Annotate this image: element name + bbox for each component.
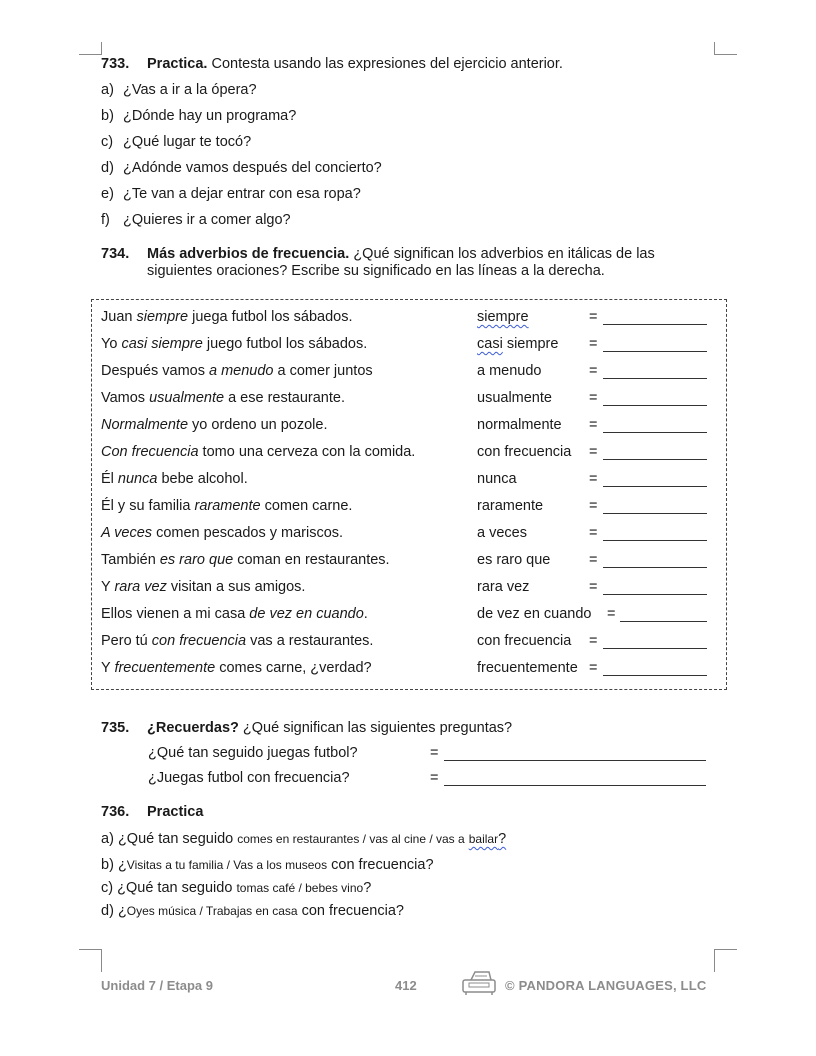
- equals-sign: =: [589, 417, 598, 433]
- typewriter-logo-icon: [461, 968, 497, 996]
- exercise-number: 733.: [101, 56, 130, 72]
- adverb-term: siempre: [477, 309, 529, 325]
- adverb-term: raramente: [477, 498, 544, 514]
- list-item: f) ¿Quieres ir a comer algo?: [101, 212, 291, 228]
- adverb-term: a menudo: [477, 363, 542, 379]
- exercise-number: 736.: [101, 804, 130, 820]
- answer-line[interactable]: [603, 648, 707, 649]
- adverb-term: usualmente: [477, 390, 552, 406]
- answer-line[interactable]: [603, 378, 707, 379]
- exercise-736-heading: [101, 804, 203, 820]
- answer-line[interactable]: [603, 567, 707, 568]
- equals-sign: =: [589, 390, 598, 406]
- exercise-instruction: ¿Qué significan los adverbios en itálicas de las: [353, 246, 655, 262]
- exercise-title: ¿Recuerdas?: [147, 720, 239, 736]
- adverb-term: con frecuencia: [477, 633, 572, 649]
- sentence: Vamos usualmente a ese restaurante.: [101, 390, 345, 406]
- list-item: d) ¿Adónde vamos después del concierto?: [101, 160, 382, 176]
- exercise-instruction: ¿Qué significan las siguientes preguntas?: [242, 720, 513, 736]
- adverb-table-box: [91, 299, 727, 690]
- equals-sign: =: [430, 745, 439, 761]
- equals-sign: =: [589, 525, 598, 541]
- page-number: 412: [395, 978, 417, 993]
- exercise-title: Practica.: [147, 56, 208, 72]
- answer-line[interactable]: [603, 486, 707, 487]
- list-item: b) ¿Visitas a tu familia / Vas a los museos con frecuencia?: [101, 857, 434, 873]
- sentence: Con frecuencia tomo una cerveza con la comida.: [101, 444, 416, 460]
- sentence: Después vamos a menudo a comer juntos: [101, 363, 373, 379]
- list-item: d) ¿Oyes música / Trabajas en casa con frecuencia?: [101, 903, 404, 919]
- list-item: c) ¿Qué lugar te tocó?: [101, 134, 252, 150]
- equals-sign: =: [589, 444, 598, 460]
- equals-sign: =: [589, 471, 598, 487]
- adverb-term: con frecuencia: [477, 444, 572, 460]
- adverb-term: frecuentemente: [477, 660, 578, 676]
- copyright: © PANDORA LANGUAGES, LLC: [505, 978, 707, 993]
- question-row: [148, 770, 708, 790]
- question-row: [148, 745, 708, 765]
- adverb-term: nunca: [477, 471, 517, 487]
- exercise-title: Practica: [147, 804, 204, 820]
- sentence: Y rara vez visitan a sus amigos.: [101, 579, 306, 595]
- sentence: Juan siempre juega futbol los sábados.: [101, 309, 353, 325]
- crop-mark-top-right: [714, 42, 737, 55]
- footer-unit: Unidad 7 / Etapa 9: [101, 978, 213, 993]
- answer-line[interactable]: [603, 351, 707, 352]
- question-text: ¿Qué tan seguido juegas futbol?: [148, 745, 358, 761]
- adverb-term: casi siempre: [477, 336, 559, 352]
- list-item: a) ¿Vas a ir a la ópera?: [101, 82, 257, 98]
- sentence: También es raro que coman en restaurantes.: [101, 552, 390, 568]
- exercise-title: Más adverbios de frecuencia.: [147, 246, 350, 262]
- list-item: a) ¿Qué tan seguido comes en restaurantes / vas al cine / vas a bailar?: [101, 831, 507, 847]
- answer-line[interactable]: [603, 459, 707, 460]
- equals-sign: =: [430, 770, 439, 786]
- sentence: Y frecuentemente comes carne, ¿verdad?: [101, 660, 372, 676]
- list-item: e) ¿Te van a dejar entrar con esa ropa?: [101, 186, 361, 202]
- sentence: Pero tú con frecuencia vas a restaurantes.: [101, 633, 374, 649]
- exercise-734-heading: [101, 246, 655, 262]
- answer-line[interactable]: [620, 621, 707, 622]
- exercise-number: 735.: [101, 720, 130, 736]
- answer-line[interactable]: [603, 594, 707, 595]
- answer-line[interactable]: [603, 675, 707, 676]
- exercise-735-heading: [101, 720, 512, 736]
- sentence: A veces comen pescados y mariscos.: [101, 525, 344, 541]
- equals-sign: =: [607, 606, 616, 622]
- crop-mark-bottom-left: [79, 949, 102, 972]
- answer-line[interactable]: [603, 540, 707, 541]
- sentence: Ellos vienen a mi casa de vez en cuando.: [101, 606, 368, 622]
- adverb-term: a veces: [477, 525, 527, 541]
- equals-sign: =: [589, 660, 598, 676]
- list-item: b) ¿Dónde hay un programa?: [101, 108, 297, 124]
- exercise-733-heading: [101, 56, 563, 72]
- equals-sign: =: [589, 579, 598, 595]
- adverb-term: rara vez: [477, 579, 530, 595]
- answer-line[interactable]: [444, 785, 706, 786]
- sentence: Yo casi siempre juego futbol los sábados.: [101, 336, 368, 352]
- exercise-instruction: Contesta usando las expresiones del ejercicio anterior.: [211, 56, 563, 72]
- answer-line[interactable]: [603, 324, 707, 325]
- equals-sign: =: [589, 633, 598, 649]
- equals-sign: =: [589, 498, 598, 514]
- sentence: Él y su familia raramente comen carne.: [101, 498, 353, 514]
- answer-line[interactable]: [603, 513, 707, 514]
- answer-line[interactable]: [444, 760, 706, 761]
- sentence: Él nunca bebe alcohol.: [101, 471, 248, 487]
- answer-line[interactable]: [603, 432, 707, 433]
- exercise-number: 734.: [101, 246, 130, 262]
- equals-sign: =: [589, 336, 598, 352]
- question-text: ¿Juegas futbol con frecuencia?: [148, 770, 350, 786]
- crop-mark-top-left: [79, 42, 102, 55]
- adverb-term: normalmente: [477, 417, 562, 433]
- list-item: c) ¿Qué tan seguido tomas café / bebes vino?: [101, 880, 372, 896]
- sentence: Normalmente yo ordeno un pozole.: [101, 417, 328, 433]
- equals-sign: =: [589, 552, 598, 568]
- exercise-instruction-continued: siguientes oraciones? Escribe su significado en las líneas a la derecha.: [147, 263, 605, 279]
- crop-mark-bottom-right: [714, 949, 737, 972]
- adverb-term: de vez en cuando: [477, 606, 592, 622]
- adverb-term: es raro que: [477, 552, 551, 568]
- answer-line[interactable]: [603, 405, 707, 406]
- equals-sign: =: [589, 363, 598, 379]
- equals-sign: =: [589, 309, 598, 325]
